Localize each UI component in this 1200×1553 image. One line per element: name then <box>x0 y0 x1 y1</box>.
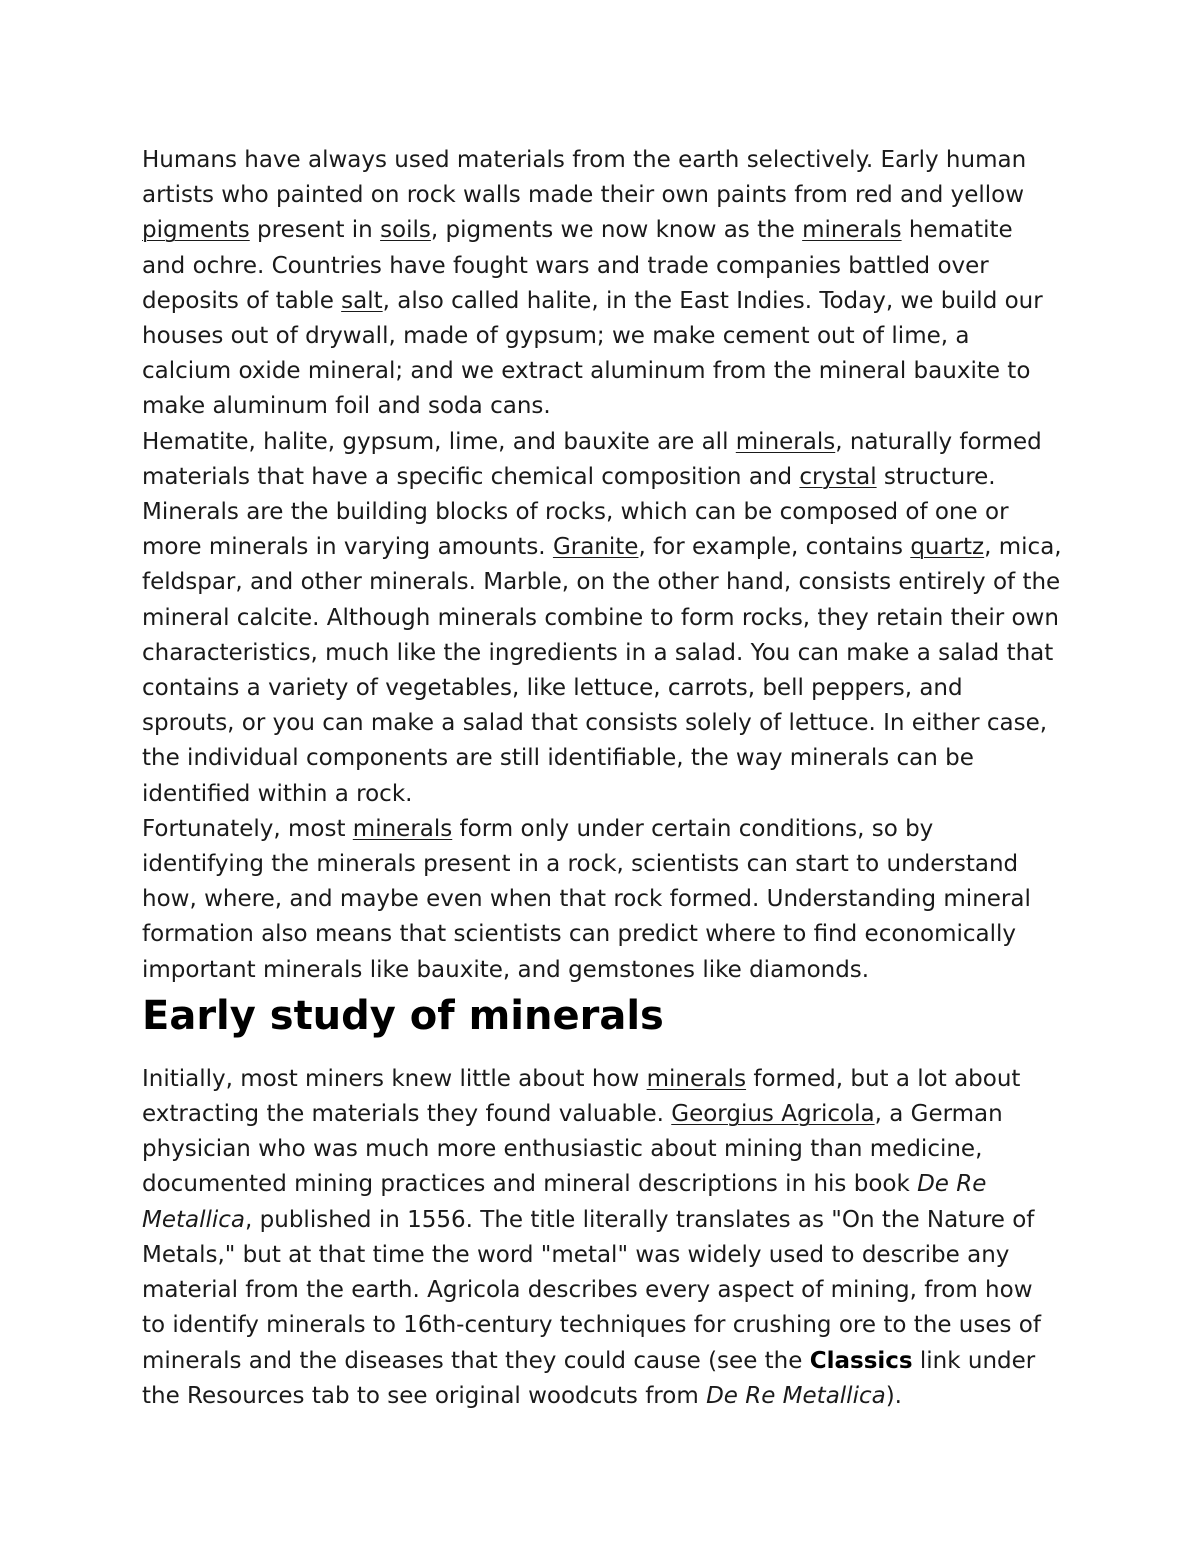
link-salt[interactable]: salt <box>341 287 383 314</box>
link-minerals[interactable]: minerals <box>646 1065 747 1092</box>
text: hematite and ochre. Countries have fought wars and trade companies battled over deposits of table <box>142 217 1013 314</box>
text: , published in 1556. The title literally translates as "On the Nature of Metals," but at that time the word "metal" was widely used to describe any material from the earth. Agricola describes every aspect of mining, from how to identify minerals to 16th-century techniques for crushing ore to the uses of minerals and the diseases that they could cause (see the <box>142 1206 1041 1374</box>
text: present in <box>249 217 381 244</box>
text: form only under certain conditions, so by identifying the minerals present in a rock, scientists can start to understand how, where, and maybe even when that rock formed. Understanding mineral formation also means that scientists can predict where to find economically important minerals like bauxite, and gemstones like diamonds. <box>142 815 1031 983</box>
paragraph-minerals-definition <box>142 425 1062 812</box>
link-georgius-agricola[interactable]: Georgius Agricola <box>671 1101 875 1128</box>
text: , for example, contains <box>638 534 911 561</box>
section-heading: Early study of minerals <box>142 992 664 1039</box>
classics-label: Classics <box>809 1347 913 1374</box>
document-body <box>142 143 1062 1414</box>
text: link under the Resources tab to see original woodcuts from <box>142 1347 1036 1409</box>
link-minerals[interactable]: minerals <box>352 815 453 842</box>
text: , pigments we now know as the <box>430 217 803 244</box>
paragraph-early-study <box>142 1062 1062 1414</box>
text: , naturally formed materials that have a specific chemical composition and <box>142 428 1042 490</box>
paragraph-formation <box>142 812 1062 988</box>
link-granite[interactable]: Granite <box>552 534 639 561</box>
text: , also called halite, in the East Indies. Today, we build our houses out of drywall, made of gypsum; we make cement out of lime, a calcium oxide mineral; and we extract aluminum from the mineral bauxite to make aluminum foil and soda cans. <box>142 287 1043 420</box>
text: Initially, most miners knew little about how <box>142 1065 647 1092</box>
link-pigments[interactable]: pigments <box>142 217 250 244</box>
link-soils[interactable]: soils <box>380 217 431 244</box>
text: formed, but a lot about extracting the materials they found valuable. <box>142 1065 1021 1128</box>
paragraph-intro <box>142 143 1062 425</box>
book-title: De Re Metallica <box>706 1382 886 1409</box>
text: , mica, feldspar, and other minerals. Marble, on the other hand, consists entirely of the mineral calcite. Although minerals combine to form rocks, they retain their own characteristics, much like the ingredients in a salad. You can make a salad that contains a variety of vegetables, like lettuce, carrots, bell peppers, and sprouts, or you can make a salad that consists solely of lettuce. In either case, the individual components are still identifiable, the way minerals can be identified within a rock. <box>142 534 1062 807</box>
text: Fortunately, most <box>142 815 353 842</box>
text: structure. Minerals are the building blocks of rocks, which can be composed of one or more minerals in varying amounts. <box>142 463 1009 561</box>
text: Humans have always used materials from the earth selectively. Early human artists who painted on rock walls made their own paints from red and yellow <box>142 147 1027 209</box>
link-minerals[interactable]: minerals <box>802 217 902 244</box>
book-title: De Re Metallica <box>142 1171 987 1233</box>
link-crystal[interactable]: crystal <box>799 463 877 490</box>
text: ). <box>885 1382 902 1409</box>
link-quartz[interactable]: quartz <box>910 534 985 561</box>
text: , a German physician who was much more enthusiastic about mining than medicine, documented mining practices and mineral descriptions in his book <box>142 1101 1003 1198</box>
text: Hematite, halite, gypsum, lime, and bauxite are all <box>142 428 736 455</box>
link-minerals[interactable]: minerals <box>735 428 836 455</box>
